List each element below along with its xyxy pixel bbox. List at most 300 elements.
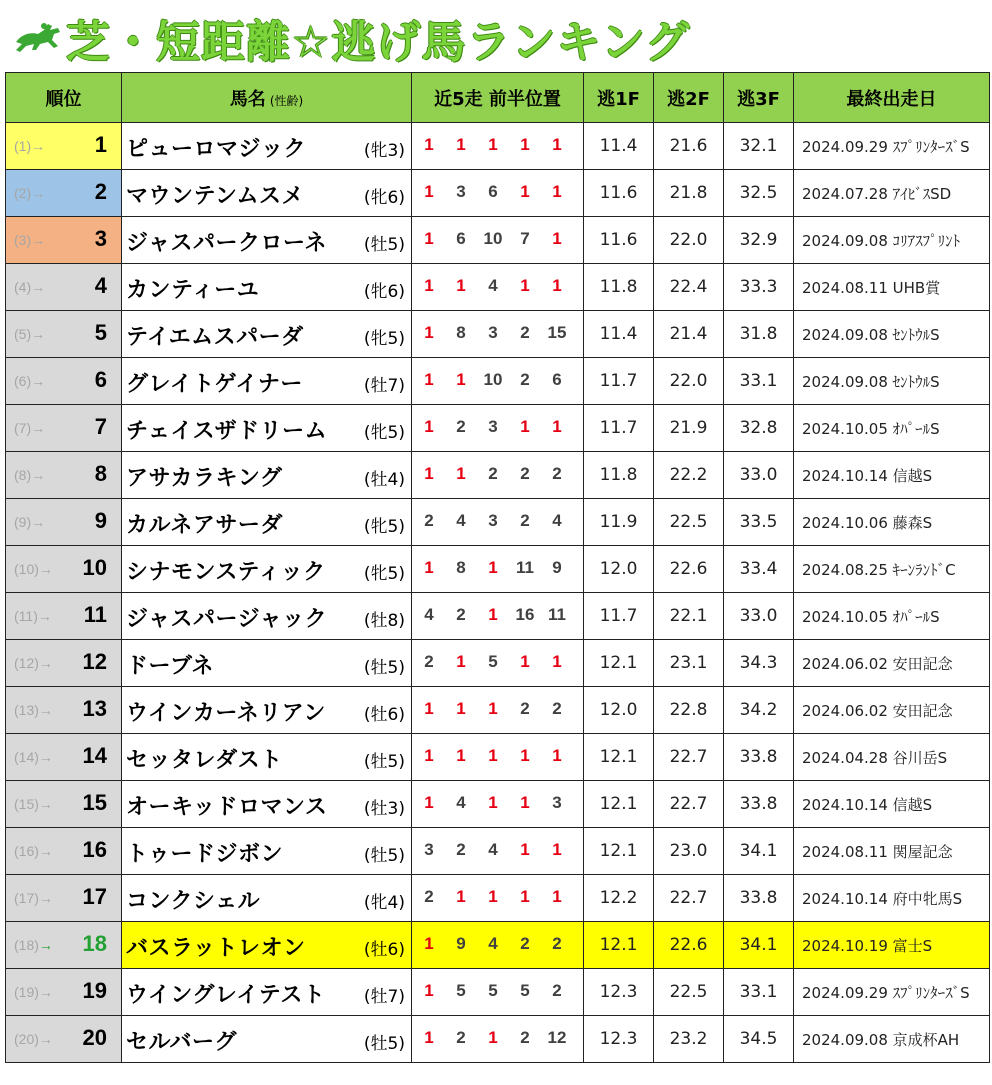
- sex-age: (牡7): [363, 987, 405, 1007]
- f2-time: 22.5: [654, 499, 724, 546]
- race-position: 6: [488, 182, 498, 201]
- previous-rank-value: (12): [14, 655, 39, 671]
- horse-cell: [122, 170, 412, 217]
- sex-age: (牝5): [363, 423, 405, 443]
- last-race-date: 2024.10.14 信越S: [794, 781, 990, 828]
- race-position: 4: [488, 934, 498, 953]
- f1-time: 12.0: [584, 546, 654, 593]
- race-position: 1: [488, 135, 498, 154]
- last-race-date: 2024.04.28 谷川岳S: [794, 734, 990, 781]
- f1-time: 12.1: [584, 640, 654, 687]
- f2-time: 22.6: [654, 546, 724, 593]
- horse-name: セルバーグ: [126, 1030, 237, 1055]
- table-header-row: [6, 73, 990, 123]
- last-race-date: 2024.07.28 ｱｲﾋﾞｽSD: [794, 170, 990, 217]
- race-position: 1: [456, 887, 466, 906]
- last-race-date: 2024.10.14 府中牝馬S: [794, 875, 990, 922]
- f1-time: 11.8: [584, 452, 654, 499]
- last-race-date: 2024.08.11 関屋記念: [794, 828, 990, 875]
- rank-cell: [6, 687, 122, 734]
- arrow-right-icon: →: [31, 232, 46, 248]
- table-row: [6, 640, 990, 687]
- sex-age: (牡6): [363, 940, 405, 960]
- sex-age: (牡3): [363, 799, 405, 819]
- header-date: 最終出走日: [794, 73, 990, 123]
- horse-name: マウンテンムスメ: [126, 184, 305, 209]
- f3-time: 32.8: [724, 405, 794, 452]
- race-position: 6: [456, 229, 466, 248]
- rank-number: 17: [82, 884, 107, 909]
- positions-cell: [412, 922, 584, 969]
- horse-name: コンクシェル: [126, 889, 261, 914]
- arrow-right-icon: →: [38, 984, 53, 1000]
- race-position: 1: [424, 323, 434, 342]
- positions-cell: [412, 311, 584, 358]
- f3-time: 33.5: [724, 499, 794, 546]
- arrow-right-icon: →: [38, 749, 53, 765]
- last-race-date: 2024.10.19 富士S: [794, 922, 990, 969]
- previous-rank-value: (5): [14, 326, 32, 342]
- f1-time: 11.4: [584, 123, 654, 170]
- race-position: 2: [424, 652, 434, 671]
- arrow-right-icon: →: [38, 796, 53, 812]
- f3-time: 31.8: [724, 311, 794, 358]
- f2-time: 22.0: [654, 358, 724, 405]
- f2-time: 22.7: [654, 781, 724, 828]
- race-position: 1: [488, 1028, 498, 1047]
- race-position: 1: [552, 652, 562, 671]
- ranking-table: [5, 72, 990, 1063]
- last-race-date: 2024.09.29 ｽﾌﾟﾘﾝﾀｰｽﾞS: [794, 969, 990, 1016]
- previous-rank-value: (6): [14, 373, 32, 389]
- race-position: 2: [488, 464, 498, 483]
- rank-number: 3: [94, 226, 107, 251]
- race-position: 1: [424, 182, 434, 201]
- previous-rank: [14, 749, 53, 765]
- race-position: 1: [424, 934, 434, 953]
- race-position: 1: [520, 887, 530, 906]
- positions-cell: [412, 217, 584, 264]
- arrow-right-icon: →: [31, 420, 46, 436]
- previous-rank-value: (18): [14, 937, 39, 953]
- race-position: 15: [547, 323, 567, 342]
- header-f2: 逃2F: [654, 73, 724, 123]
- previous-rank-value: (7): [14, 420, 32, 436]
- race-position: 2: [520, 511, 530, 530]
- f1-time: 12.2: [584, 875, 654, 922]
- race-position: 1: [488, 605, 498, 624]
- race-position: 1: [488, 793, 498, 812]
- previous-rank: [14, 514, 45, 530]
- f1-time: 12.1: [584, 781, 654, 828]
- page-title: 芝・短距離☆逃げ馬ランキング: [66, 17, 691, 68]
- race-position: 2: [424, 511, 434, 530]
- race-position: 2: [552, 934, 562, 953]
- race-position: 1: [552, 887, 562, 906]
- race-position: 4: [424, 605, 434, 624]
- rank-cell: [6, 170, 122, 217]
- rank-cell: [6, 217, 122, 264]
- race-position: 1: [424, 370, 434, 389]
- previous-rank: [14, 843, 53, 859]
- sex-age: (牡7): [363, 376, 405, 396]
- race-position: 1: [520, 840, 530, 859]
- sex-age: (牡5): [363, 1034, 405, 1054]
- rank-number: 9: [94, 508, 107, 533]
- race-position: 1: [520, 746, 530, 765]
- rank-cell: [6, 1016, 122, 1063]
- f3-time: 32.1: [724, 123, 794, 170]
- previous-rank: [14, 702, 53, 718]
- table-row: [6, 405, 990, 452]
- header-positions: 近5走 前半位置: [412, 73, 584, 123]
- table-row: [6, 828, 990, 875]
- arrow-right-icon: →: [38, 655, 53, 671]
- header-f1: 逃1F: [584, 73, 654, 123]
- horse-name: セッタレダスト: [126, 748, 283, 773]
- race-position: 1: [488, 558, 498, 577]
- positions-cell: [412, 1016, 584, 1063]
- positions-cell: [412, 264, 584, 311]
- rank-number: 5: [94, 320, 107, 345]
- sex-age: (牡5): [363, 235, 405, 255]
- horse-cell: [122, 734, 412, 781]
- arrow-right-icon: →: [38, 843, 53, 859]
- f3-time: 34.3: [724, 640, 794, 687]
- f1-time: 12.1: [584, 828, 654, 875]
- horse-name: ジャスパージャック: [126, 607, 328, 632]
- horse-name: バスラットレオン: [126, 936, 306, 961]
- f3-time: 33.4: [724, 546, 794, 593]
- f2-time: 22.2: [654, 452, 724, 499]
- horse-name: ドーブネ: [126, 654, 215, 679]
- race-position: 1: [424, 1028, 434, 1047]
- horse-cell: [122, 546, 412, 593]
- table-row: [6, 358, 990, 405]
- table-row: [6, 311, 990, 358]
- rank-cell: [6, 734, 122, 781]
- race-position: 2: [552, 981, 562, 1000]
- race-position: 1: [552, 135, 562, 154]
- sex-age: (牝5): [363, 564, 405, 584]
- f3-time: 33.0: [724, 593, 794, 640]
- table-row: [6, 1016, 990, 1063]
- positions-cell: [412, 170, 584, 217]
- horse-name: オーキッドロマンス: [126, 795, 328, 820]
- f1-time: 11.9: [584, 499, 654, 546]
- previous-rank-value: (17): [14, 890, 39, 906]
- horse-cell: [122, 828, 412, 875]
- horse-cell: [122, 593, 412, 640]
- f1-time: 11.4: [584, 311, 654, 358]
- arrow-right-icon: →: [38, 561, 53, 577]
- last-race-date: 2024.09.08 京成杯AH: [794, 1016, 990, 1063]
- horse-name: チェイスザドリーム: [126, 419, 328, 444]
- previous-rank-value: (16): [14, 843, 39, 859]
- f2-time: 21.6: [654, 123, 724, 170]
- horse-cell: [122, 311, 412, 358]
- horse-cell: [122, 499, 412, 546]
- rank-number: 20: [82, 1025, 107, 1050]
- sex-age: (牡4): [363, 470, 405, 490]
- last-race-date: 2024.08.25 ｷｰﾝﾗﾝﾄﾞC: [794, 546, 990, 593]
- positions-cell: [412, 405, 584, 452]
- table-row: [6, 546, 990, 593]
- rank-cell: [6, 922, 122, 969]
- race-position: 12: [547, 1028, 567, 1047]
- arrow-right-icon: →: [31, 138, 46, 154]
- positions-cell: [412, 875, 584, 922]
- race-position: 2: [456, 417, 466, 436]
- previous-rank: [14, 373, 45, 389]
- previous-rank: [14, 467, 45, 483]
- table-row: [6, 217, 990, 264]
- horse-name: アサカラキング: [126, 466, 283, 491]
- header-f3: 逃3F: [724, 73, 794, 123]
- f2-time: 22.5: [654, 969, 724, 1016]
- rank-number: 11: [83, 602, 107, 627]
- race-position: 1: [424, 417, 434, 436]
- race-position: 3: [488, 323, 498, 342]
- arrow-right-icon: →: [31, 326, 46, 342]
- race-position: 2: [552, 699, 562, 718]
- race-position: 2: [520, 464, 530, 483]
- header-name-sub: (性齢): [269, 93, 304, 108]
- race-position: 1: [520, 276, 530, 295]
- horse-name: ウインカーネリアン: [126, 701, 326, 726]
- rank-cell: [6, 875, 122, 922]
- rank-number: 7: [94, 414, 107, 439]
- race-position: 4: [456, 511, 466, 530]
- race-position: 5: [520, 981, 530, 1000]
- last-race-date: 2024.06.02 安田記念: [794, 640, 990, 687]
- f2-time: 21.9: [654, 405, 724, 452]
- race-position: 2: [456, 1028, 466, 1047]
- previous-rank: [14, 608, 52, 624]
- race-position: 2: [520, 699, 530, 718]
- race-position: 1: [424, 699, 434, 718]
- race-position: 1: [456, 652, 466, 671]
- positions-cell: [412, 546, 584, 593]
- f1-time: 12.1: [584, 734, 654, 781]
- race-position: 5: [488, 981, 498, 1000]
- sex-age: (牡5): [363, 658, 405, 678]
- previous-rank: [14, 561, 53, 577]
- table-row: [6, 687, 990, 734]
- last-race-date: 2024.09.29 ｽﾌﾟﾘﾝﾀｰｽﾞS: [794, 123, 990, 170]
- race-position: 1: [456, 699, 466, 718]
- race-position: 2: [520, 370, 530, 389]
- f2-time: 22.7: [654, 875, 724, 922]
- race-position: 1: [552, 840, 562, 859]
- positions-cell: [412, 734, 584, 781]
- sex-age: (牡5): [363, 846, 405, 866]
- race-position: 1: [456, 135, 466, 154]
- sex-age: (牡6): [363, 705, 405, 725]
- race-position: 3: [552, 793, 562, 812]
- last-race-date: 2024.09.08 ｾﾝﾄｳﾙS: [794, 358, 990, 405]
- f2-time: 22.8: [654, 687, 724, 734]
- arrow-right-icon: →: [38, 1031, 53, 1047]
- previous-rank-value: (15): [14, 796, 39, 812]
- table-row: [6, 875, 990, 922]
- race-position: 1: [552, 182, 562, 201]
- arrow-right-icon: →: [38, 890, 53, 906]
- f1-time: 11.7: [584, 405, 654, 452]
- rank-number: 19: [82, 978, 107, 1003]
- sex-age: (牝3): [363, 141, 405, 161]
- previous-rank: [14, 937, 53, 953]
- race-position: 2: [552, 464, 562, 483]
- f2-time: 21.8: [654, 170, 724, 217]
- race-position: 2: [520, 1028, 530, 1047]
- race-position: 1: [520, 182, 530, 201]
- table-row: [6, 123, 990, 170]
- race-position: 1: [424, 558, 434, 577]
- race-position: 9: [456, 934, 466, 953]
- last-race-date: 2024.10.05 ｵﾊﾟｰﾙS: [794, 593, 990, 640]
- f2-time: 22.4: [654, 264, 724, 311]
- horse-name: テイエムスパーダ: [126, 325, 304, 350]
- rank-number: 16: [82, 837, 107, 862]
- race-position: 2: [520, 323, 530, 342]
- race-position: 7: [520, 229, 530, 248]
- f3-time: 34.2: [724, 687, 794, 734]
- previous-rank-value: (11): [14, 608, 38, 624]
- rank-cell: [6, 546, 122, 593]
- horse-cell: [122, 123, 412, 170]
- previous-rank: [14, 326, 45, 342]
- arrow-right-icon: →: [31, 467, 46, 483]
- race-position: 8: [456, 558, 466, 577]
- f1-time: 12.3: [584, 1016, 654, 1063]
- previous-rank: [14, 1031, 53, 1047]
- race-position: 2: [456, 840, 466, 859]
- horse-name: ウイングレイテスト: [126, 983, 326, 1008]
- previous-rank-value: (9): [14, 514, 32, 530]
- previous-rank-value: (2): [14, 185, 32, 201]
- horse-cell: [122, 922, 412, 969]
- f3-time: 33.0: [724, 452, 794, 499]
- race-position: 2: [456, 605, 466, 624]
- last-race-date: 2024.10.14 信越S: [794, 452, 990, 499]
- race-position: 11: [516, 558, 534, 577]
- sex-age: (牝6): [363, 188, 405, 208]
- horse-cell: [122, 358, 412, 405]
- arrow-right-icon: →: [37, 608, 52, 624]
- arrow-right-icon: →: [38, 937, 53, 953]
- rank-number: 12: [82, 649, 107, 674]
- previous-rank: [14, 185, 45, 201]
- race-position: 11: [548, 605, 566, 624]
- table-row: [6, 781, 990, 828]
- f2-time: 22.0: [654, 217, 724, 264]
- f2-time: 21.4: [654, 311, 724, 358]
- f3-time: 33.1: [724, 969, 794, 1016]
- arrow-right-icon: →: [38, 702, 53, 718]
- f1-time: 12.3: [584, 969, 654, 1016]
- f1-time: 11.6: [584, 170, 654, 217]
- race-position: 1: [520, 417, 530, 436]
- rank-number: 13: [82, 696, 107, 721]
- sex-age: (牡5): [363, 752, 405, 772]
- race-position: 1: [520, 793, 530, 812]
- race-position: 9: [552, 558, 562, 577]
- header-name-label: 馬名: [229, 88, 266, 110]
- table-row: [6, 452, 990, 499]
- previous-rank-value: (8): [14, 467, 32, 483]
- horse-cell: [122, 781, 412, 828]
- rank-cell: [6, 781, 122, 828]
- race-position: 1: [552, 276, 562, 295]
- horse-name: カルネアサーダ: [126, 513, 283, 538]
- rank-cell: [6, 499, 122, 546]
- race-position: 1: [520, 652, 530, 671]
- rank-number: 18: [82, 931, 107, 956]
- rank-number: 8: [94, 461, 107, 486]
- race-position: 1: [456, 746, 466, 765]
- f3-time: 33.8: [724, 781, 794, 828]
- previous-rank-value: (1): [14, 138, 32, 154]
- race-position: 10: [483, 370, 503, 389]
- rank-number: 14: [82, 743, 107, 768]
- previous-rank-value: (13): [14, 702, 39, 718]
- f2-time: 23.2: [654, 1016, 724, 1063]
- previous-rank: [14, 984, 53, 1000]
- positions-cell: [412, 828, 584, 875]
- f3-time: 34.1: [724, 922, 794, 969]
- table-row: [6, 170, 990, 217]
- f1-time: 11.7: [584, 358, 654, 405]
- previous-rank: [14, 420, 45, 436]
- rank-cell: [6, 358, 122, 405]
- race-position: 5: [456, 981, 466, 1000]
- rank-number: 4: [94, 273, 107, 298]
- horse-cell: [122, 452, 412, 499]
- previous-rank-value: (10): [14, 561, 39, 577]
- f3-time: 34.1: [724, 828, 794, 875]
- f3-time: 33.1: [724, 358, 794, 405]
- positions-cell: [412, 358, 584, 405]
- race-position: 1: [552, 746, 562, 765]
- positions-cell: [412, 499, 584, 546]
- race-position: 3: [488, 511, 498, 530]
- last-race-date: 2024.06.02 安田記念: [794, 687, 990, 734]
- f1-time: 12.1: [584, 922, 654, 969]
- race-position: 1: [424, 276, 434, 295]
- race-position: 1: [456, 464, 466, 483]
- horse-name: ピューロマジック: [126, 137, 307, 162]
- race-position: 1: [456, 276, 466, 295]
- race-position: 6: [552, 370, 562, 389]
- header-name: [122, 73, 412, 123]
- f1-time: 11.6: [584, 217, 654, 264]
- table-row: [6, 499, 990, 546]
- race-position: 1: [424, 746, 434, 765]
- horse-racing-icon: [14, 20, 64, 58]
- table-row: [6, 593, 990, 640]
- race-position: 1: [424, 135, 434, 154]
- race-position: 2: [520, 934, 530, 953]
- horse-name: グレイトゲイナー: [126, 372, 303, 397]
- rank-cell: [6, 405, 122, 452]
- f2-time: 23.0: [654, 828, 724, 875]
- f2-time: 22.7: [654, 734, 724, 781]
- race-position: 2: [424, 887, 434, 906]
- positions-cell: [412, 123, 584, 170]
- previous-rank-value: (20): [14, 1031, 39, 1047]
- f2-time: 22.1: [654, 593, 724, 640]
